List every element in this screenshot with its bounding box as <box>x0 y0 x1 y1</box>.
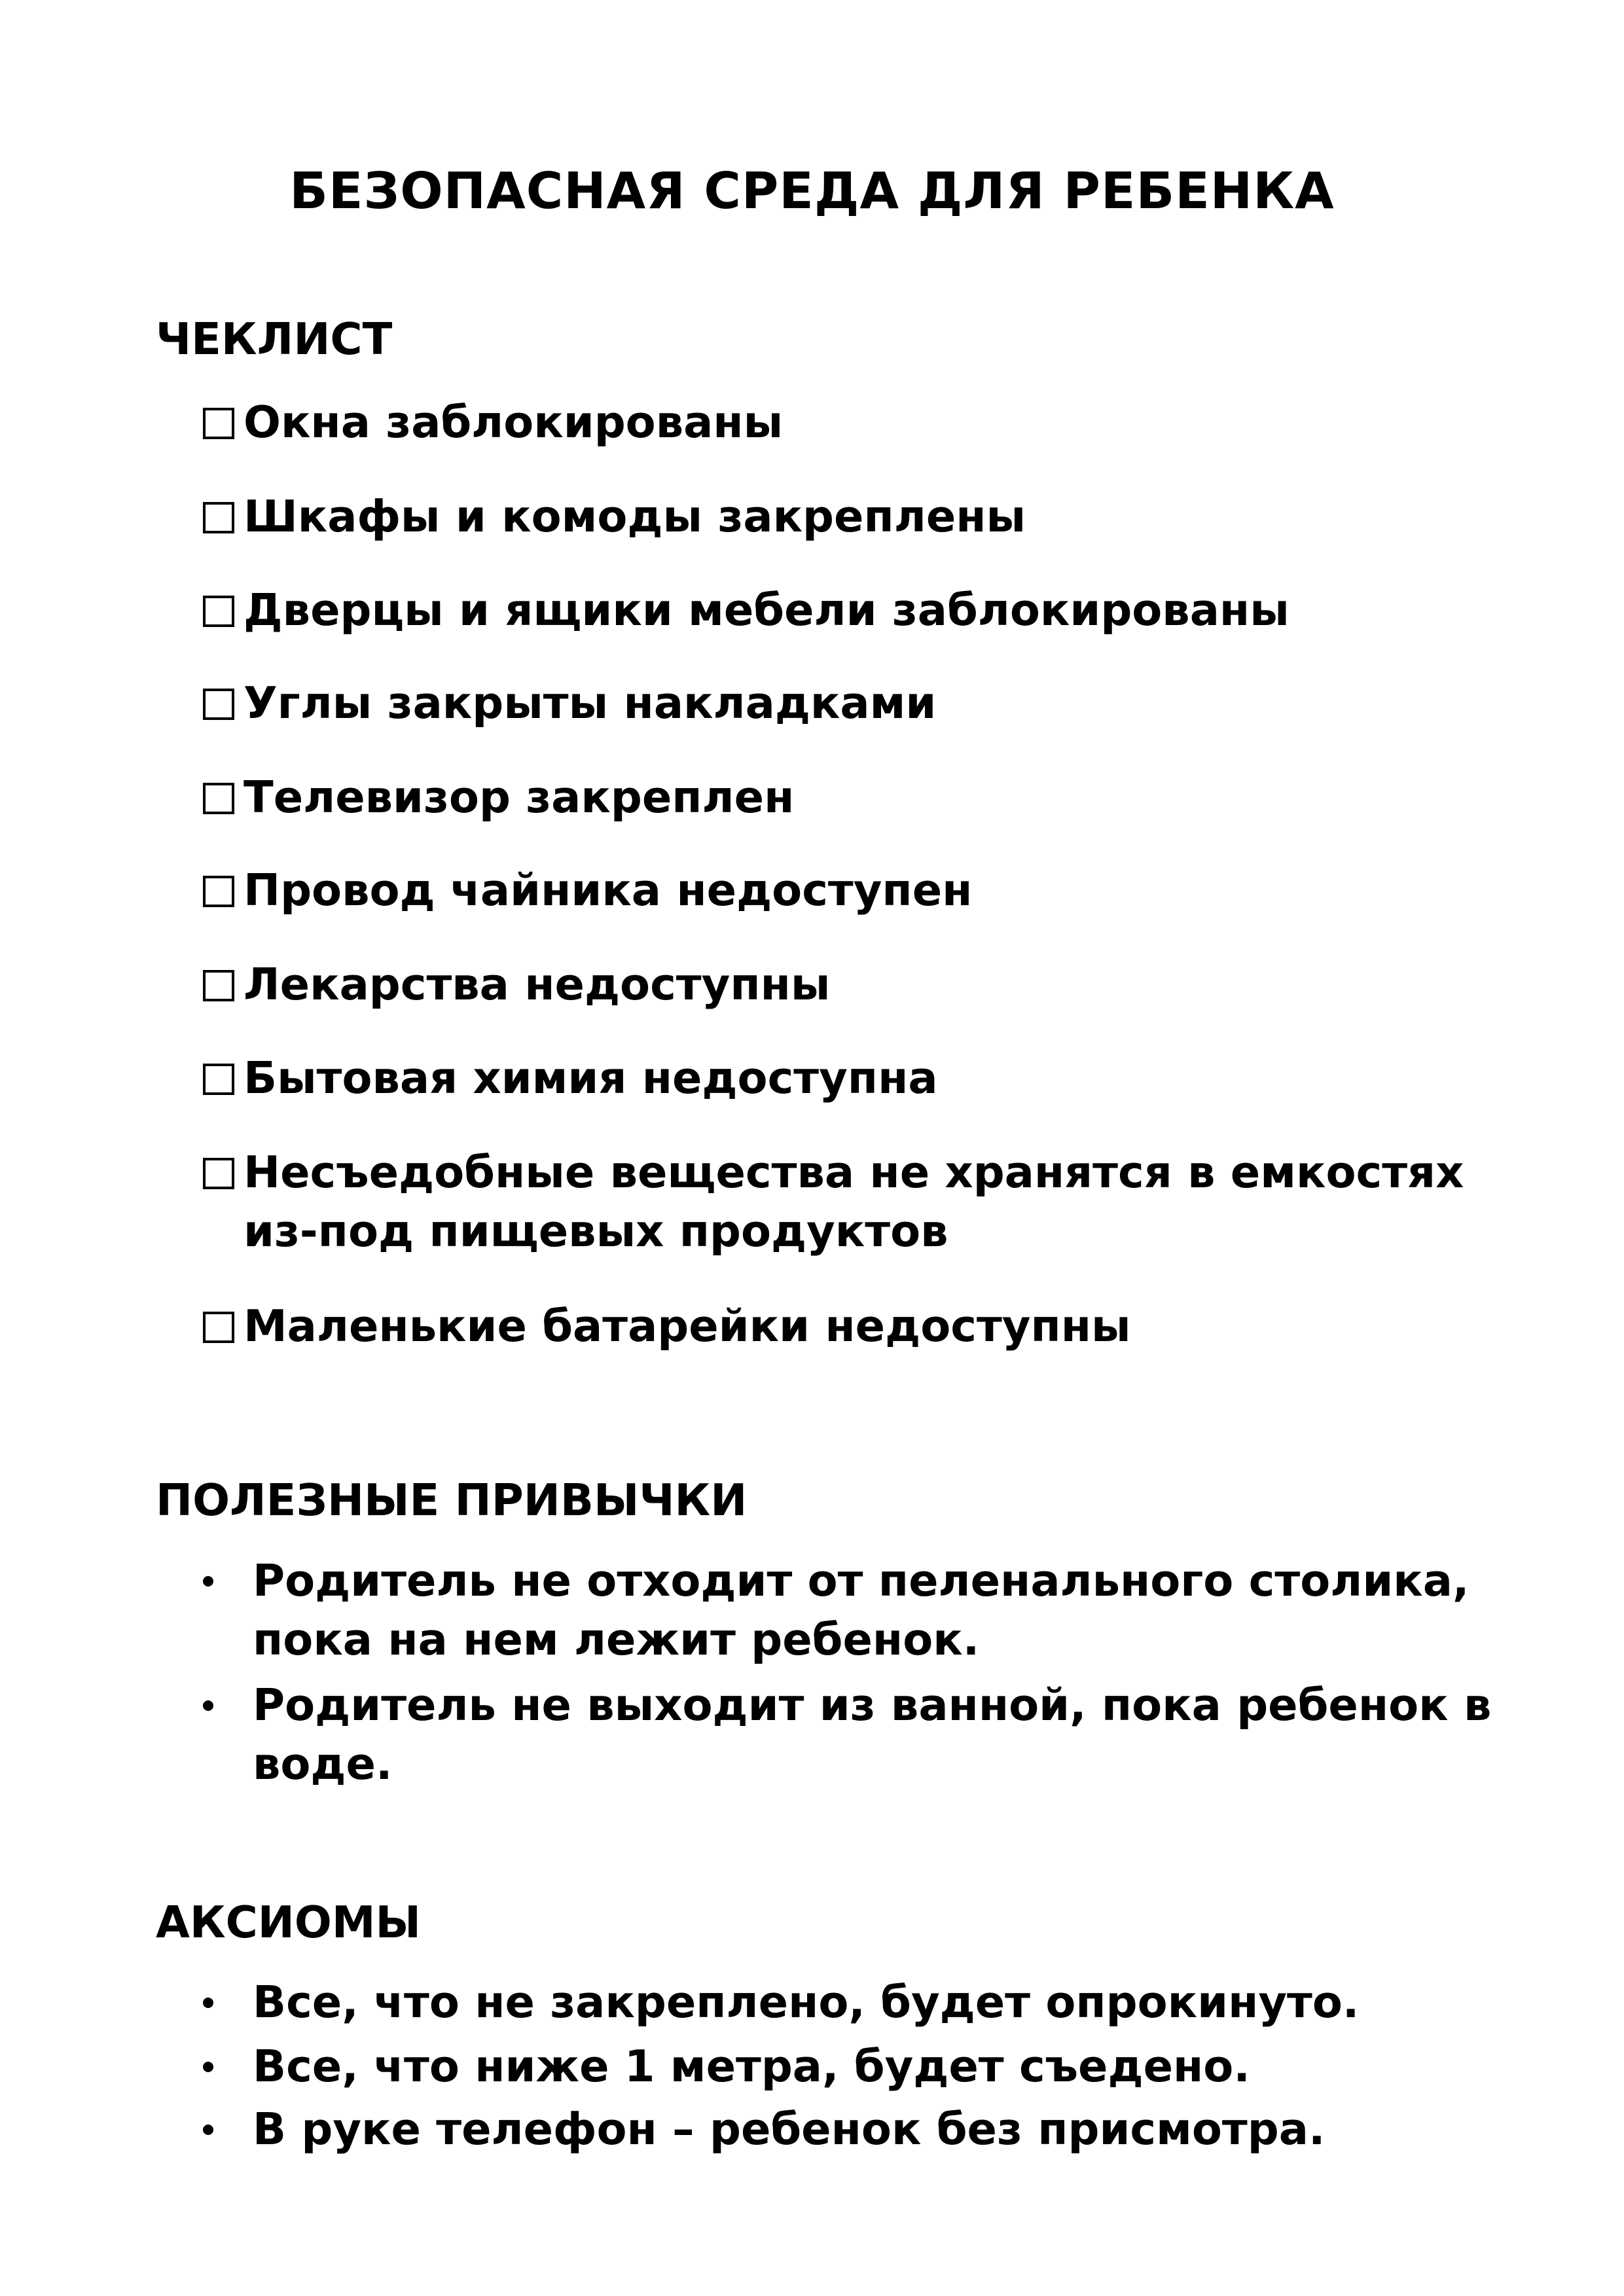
habit-text: Родитель не отходит от пеленального столика, пока на нем лежит ребенок. <box>253 1555 1470 1665</box>
checklist-item-label: Провод чайника недоступен <box>244 865 973 916</box>
axiom-text: Все, что ниже 1 метра, будет съедено. <box>253 2041 1250 2092</box>
axioms-heading: АКСИОМЫ <box>156 1897 421 1948</box>
bullet-icon <box>203 1700 213 1711</box>
checklist-item-label: Углы закрыты накладками <box>244 677 937 728</box>
checkbox[interactable] <box>203 1312 234 1343</box>
checklist-heading: ЧЕКЛИСТ <box>156 314 393 365</box>
checklist-item[interactable] <box>203 959 1512 1014</box>
bullet-icon <box>203 1576 213 1587</box>
checklist-item[interactable] <box>203 1052 1512 1107</box>
checklist-item-label: Окна заблокированы <box>244 397 784 448</box>
checklist-item[interactable] <box>203 677 1512 732</box>
list-item <box>203 2037 1512 2096</box>
list-item <box>203 1973 1512 2032</box>
checklist-item[interactable] <box>203 491 1512 546</box>
checklist-item-label: Лекарства недоступны <box>244 959 831 1010</box>
checkbox[interactable] <box>203 1158 234 1189</box>
bullet-icon <box>203 1998 213 2008</box>
checklist-item[interactable] <box>203 1300 1512 1355</box>
checklist-item[interactable] <box>203 772 1512 827</box>
checkbox[interactable] <box>203 596 234 627</box>
checkbox[interactable] <box>203 1064 234 1095</box>
checkbox[interactable] <box>203 783 234 814</box>
checklist-item[interactable] <box>203 865 1512 920</box>
bullet-icon <box>203 2125 213 2135</box>
axiom-text: В руке телефон – ребенок без присмотра. <box>253 2104 1326 2155</box>
checklist-item[interactable] <box>203 397 1512 452</box>
list-item <box>203 1676 1512 1793</box>
bullet-icon <box>203 2062 213 2072</box>
checklist-item-label: Несъедобные вещества не хранятся в емкостях из-под пищевых продуктов <box>244 1147 1464 1257</box>
checkbox[interactable] <box>203 689 234 720</box>
list-item <box>203 1551 1512 1669</box>
checklist-item-label: Дверцы и ящики мебели заблокированы <box>244 584 1290 636</box>
checkbox[interactable] <box>203 970 234 1001</box>
axiom-text: Все, что не закреплено, будет опрокинуто. <box>253 1977 1360 2028</box>
list-item <box>203 2100 1512 2159</box>
checklist-item-label: Маленькие батарейки недоступны <box>244 1300 1131 1352</box>
page-title: БЕЗОПАСНАЯ СРЕДА ДЛЯ РЕБЕНКА <box>289 162 1335 221</box>
checklist-item-label: Шкафы и комоды закреплены <box>244 491 1026 542</box>
checkbox[interactable] <box>203 502 234 533</box>
checklist-item-label: Бытовая химия недоступна <box>244 1052 938 1103</box>
checkbox[interactable] <box>203 876 234 907</box>
habit-text: Родитель не выходит из ванной, пока ребенок в воде. <box>253 1679 1492 1789</box>
checkbox[interactable] <box>203 408 234 439</box>
checklist-item-label: Телевизор закреплен <box>244 772 795 823</box>
checklist-item[interactable] <box>203 584 1512 639</box>
checklist-item[interactable] <box>203 1147 1512 1261</box>
habits-heading: ПОЛЕЗНЫЕ ПРИВЫЧКИ <box>156 1475 748 1526</box>
